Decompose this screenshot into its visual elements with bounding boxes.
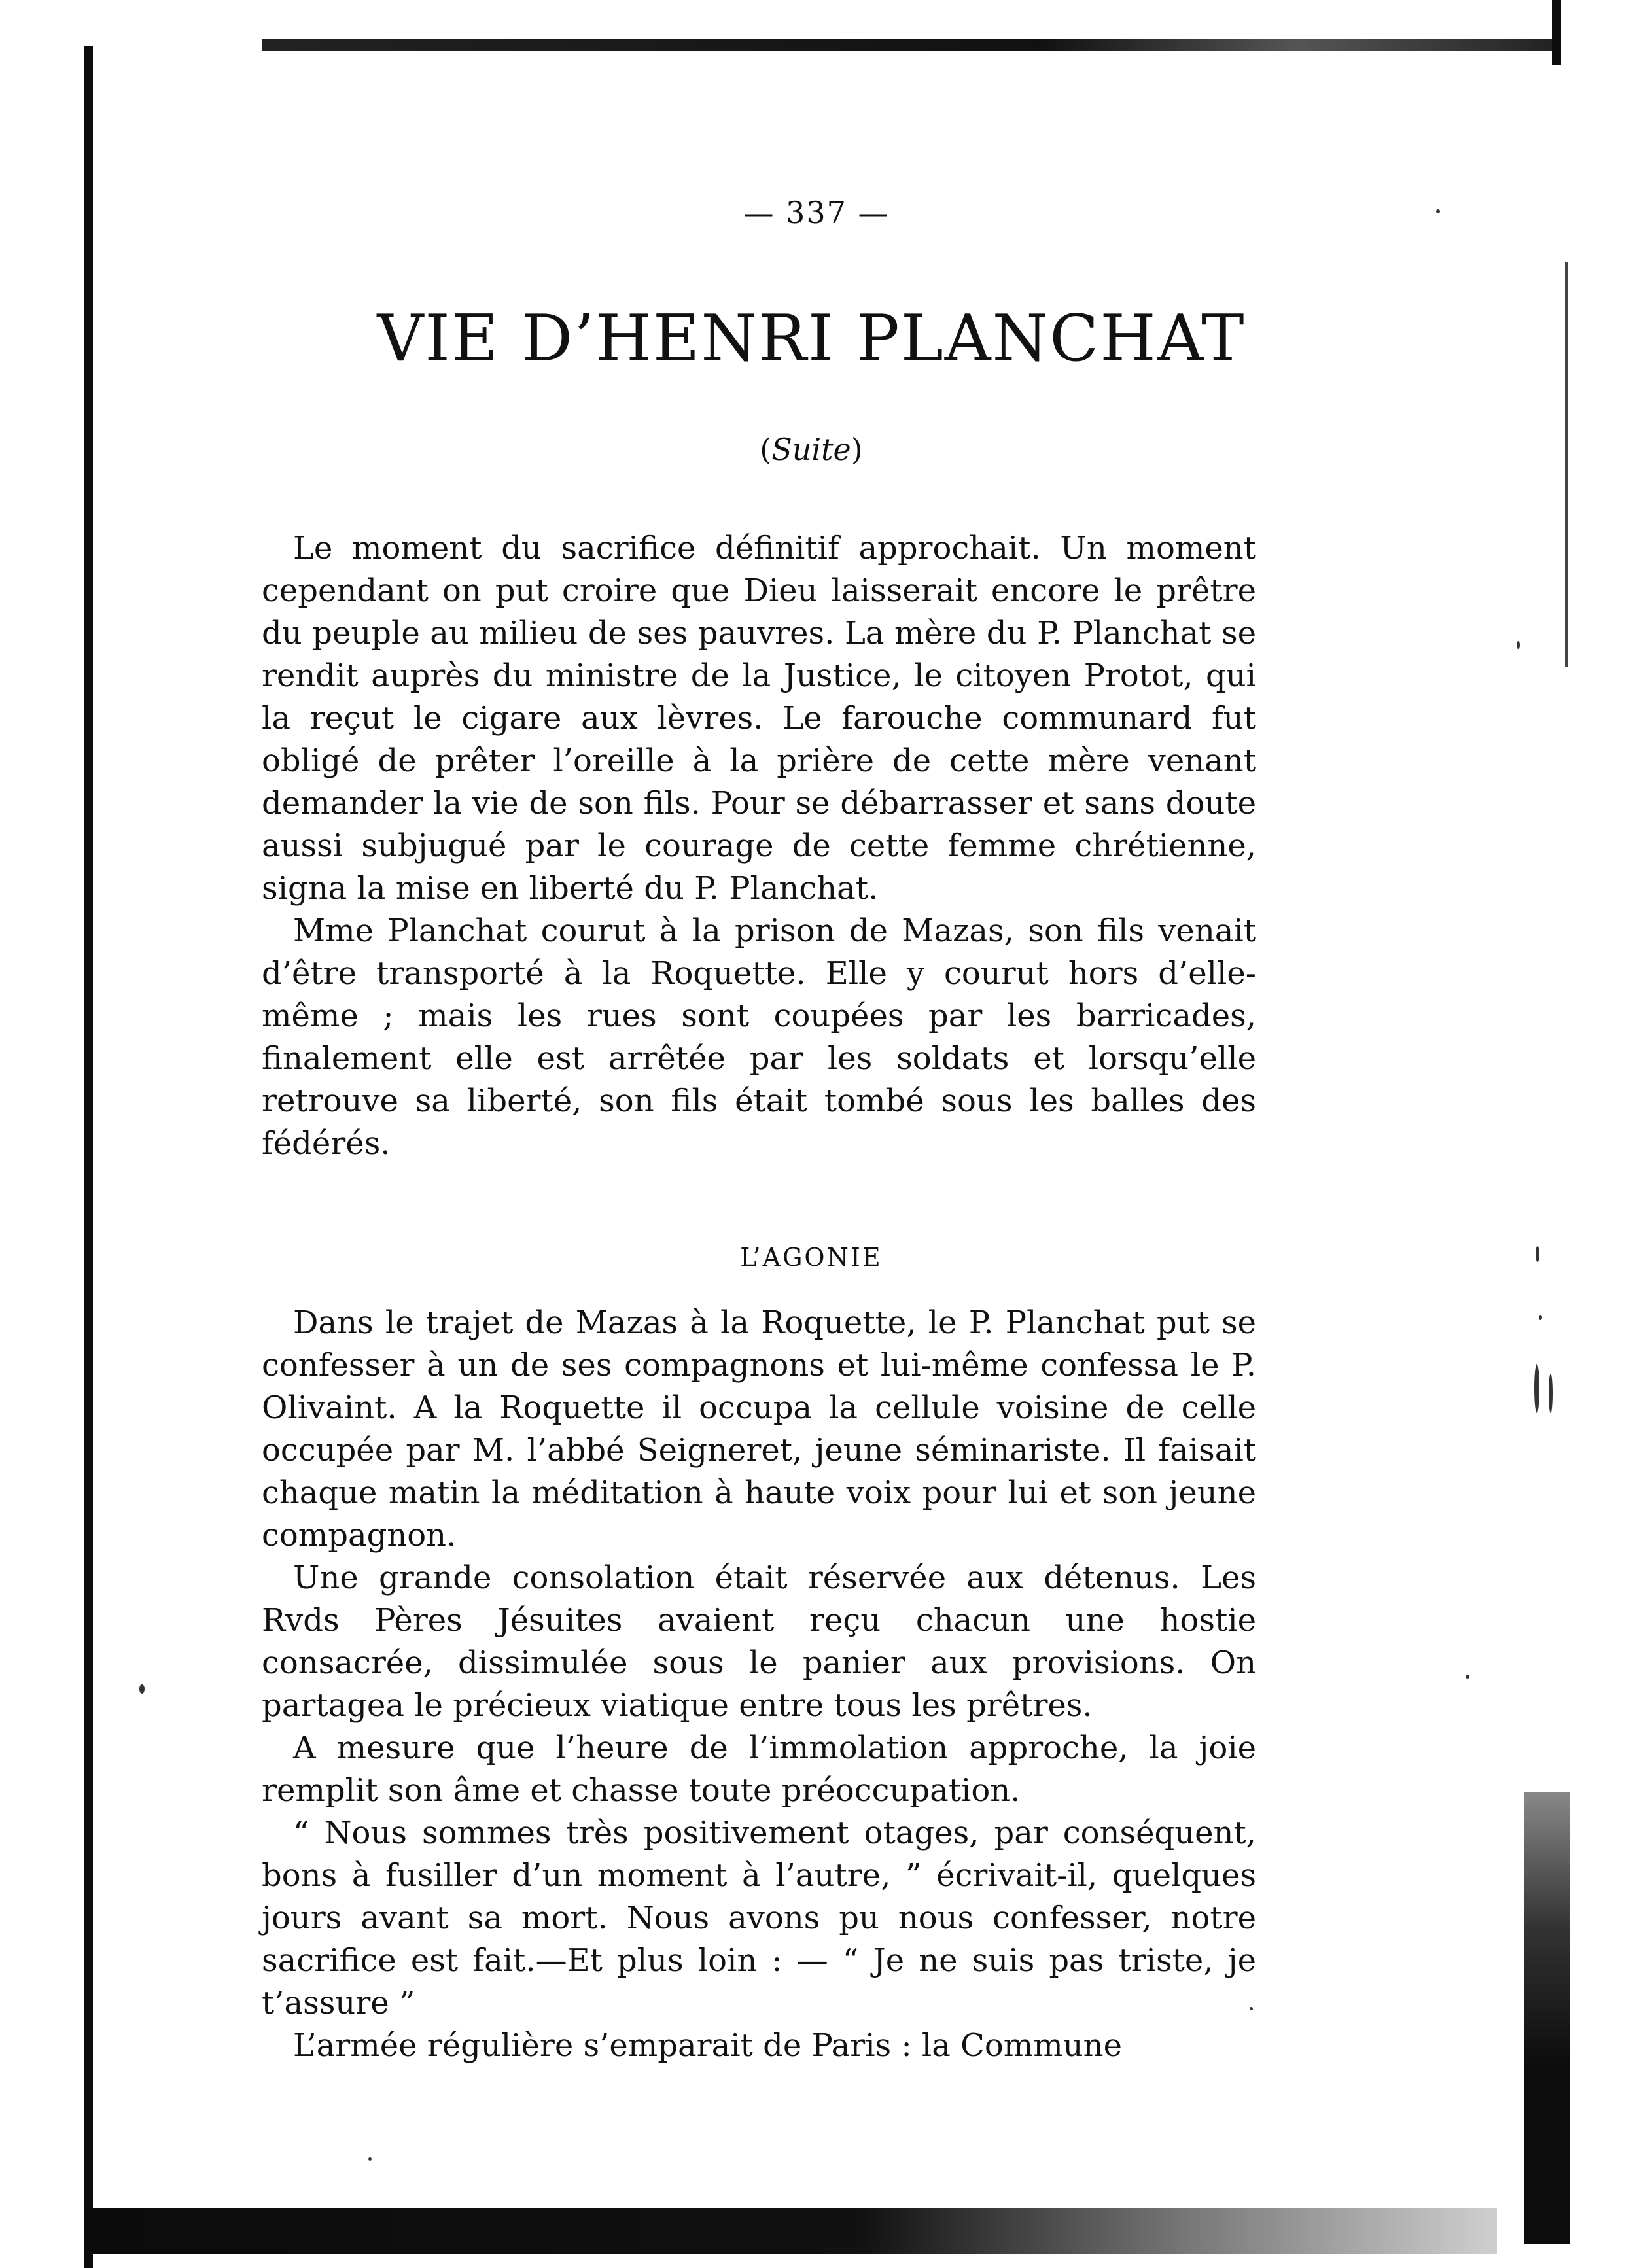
scan-speck bbox=[368, 2157, 372, 2161]
subtitle-text: Suite bbox=[771, 432, 851, 467]
page-subtitle: (Suite) bbox=[760, 432, 863, 467]
paragraph: Dans le trajet de Mazas à la Roquette, le P. Planchat put se confesser à un de ses compagnons et lui-même confessa le P. Olivaint. A la Roquette il occupa la cellule voisine de celle occupée par M. l’abbé Seigneret, jeune séminariste. Il faisait chaque matin la méditation à haute voix pour lui et son jeune compagnon. bbox=[262, 1304, 1256, 1554]
section-heading: L’AGONIE bbox=[740, 1243, 883, 1272]
scan-speck bbox=[1549, 1374, 1553, 1413]
scan-speck bbox=[1536, 1246, 1539, 1262]
scan-edge-right-top bbox=[1552, 0, 1561, 65]
paragraph: Mme Planchat courut à la prison de Mazas, son fils venait d’être transporté à la Roquette. Elle y courut hors d’elle-même ; mais les rues sont coupées par les barricades, finalement elle est arrêtée par les soldats et lorsqu’elle retrouve sa liberté, son fils était tombé sous les balles des fédérés. bbox=[262, 913, 1256, 1162]
scan-speck bbox=[139, 1684, 145, 1694]
page-title: VIE D’HENRI PLANCHAT bbox=[377, 302, 1246, 376]
paragraph: A mesure que l’heure de l’immolation approche, la joie remplit son âme et chasse toute préoccupation. bbox=[262, 1730, 1256, 1809]
scan-edge-left bbox=[84, 46, 93, 2268]
scan-speck bbox=[1466, 1675, 1469, 1679]
scan-edge-right-bottom bbox=[1524, 1792, 1570, 2244]
scan-edge-bottom bbox=[84, 2208, 1497, 2254]
paragraph: “ Nous sommes très positivement otages, par conséquent, bons à fusiller d’un moment à l’autre, ” écrivait-il, quelques jours avant sa mort. Nous avons pu nous confesser, notre sacrifice est fait.—Et plus loin : — “ Je ne suis pas triste, je t’assure ” bbox=[262, 1815, 1256, 2021]
section-intro bbox=[262, 527, 1256, 1165]
page-number: — 337 — bbox=[743, 195, 890, 230]
paragraph: Une grande consolation était réservée aux détenus. Les Rvds Pères Jésuites avaient reçu chacun une hostie consacrée, dissimulée sous le panier aux provisions. On partagea le précieux viatique entre tous les prêtres. bbox=[262, 1560, 1256, 1724]
scan-edge-top bbox=[262, 39, 1557, 51]
paragraph: L’armée régulière s’emparait de Paris : la Commune bbox=[293, 2027, 1122, 2064]
scan-speck bbox=[1539, 1315, 1542, 1320]
scan-speck bbox=[1517, 641, 1520, 649]
paragraph: Le moment du sacrifice définitif approchait. Un moment cependant on put croire que Dieu laisserait encore le prêtre du peuple au milieu de ses pauvres. La mère du P. Planchat se rendit auprès du ministre de la Justice, le citoyen Protot, qui la reçut le cigare aux lèvres. Le farouche communard fut obligé de prêter l’oreille à la prière de cette mère venant demander la vie de son fils. Pour se débarrasser et sans doute aussi subjugué par le courage de cette femme chrétienne, signa la mise en liberté du P. Planchat. bbox=[262, 530, 1256, 907]
scan-speck bbox=[1534, 1364, 1539, 1413]
scan-edge-right-mark bbox=[1565, 262, 1568, 667]
section-agonie bbox=[262, 1302, 1256, 2067]
